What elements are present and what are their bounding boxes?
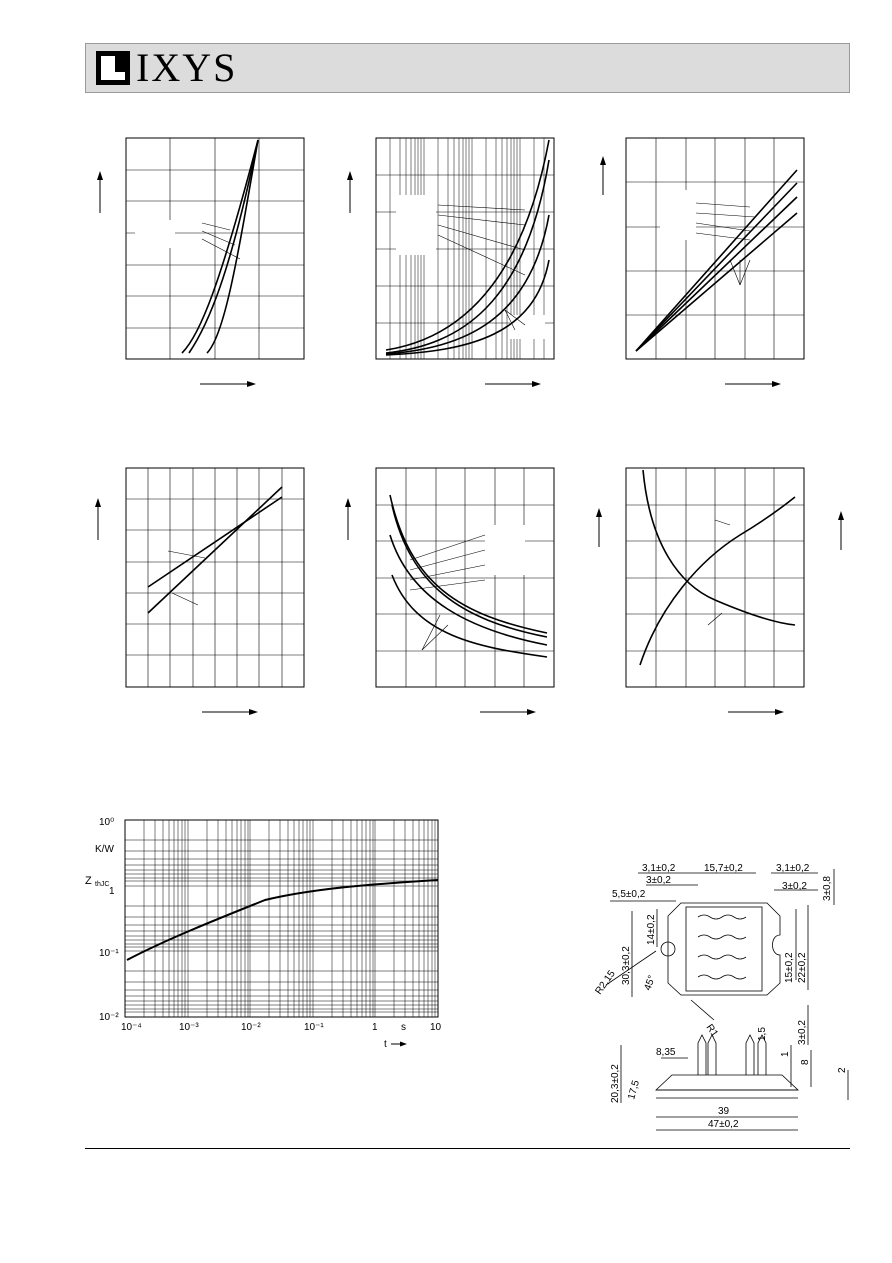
x-tick-0: 10⁻⁴ [121,1022,142,1033]
dim-d4: 3±0,2 [646,875,671,886]
dim-d23: 39 [718,1106,730,1117]
y-tick-2: 10⁻¹ [99,948,119,959]
chart-forward-characteristic [90,135,310,395]
dim-d5: 3±0,8 [822,876,833,901]
x-tick-6: 10 [430,1022,442,1033]
chart-surge-current-log [340,135,560,395]
y-tick-1: 1 [109,886,115,897]
dim-d8: 14±0,2 [646,914,657,945]
dim-d12: R2,15 [593,968,618,997]
y-unit: K/W [95,844,114,855]
company-logo [96,45,238,90]
logo-text: IXYS [136,45,238,90]
x-tick-4: 1 [372,1022,378,1033]
x-tick-5: s [401,1022,406,1033]
dim-d15: 3±0,2 [797,1020,808,1045]
y-tick-3: 10⁻² [99,1012,119,1023]
dim-d2: 15,7±0,2 [704,863,743,874]
logo-mark-icon [96,51,130,85]
x-label: t [384,1039,387,1050]
chart-transient-thermal-impedance [75,810,450,1060]
x-tick-1: 10⁻³ [179,1022,199,1033]
y-label: Z [85,875,92,887]
dim-d22: 17,5 [626,1079,642,1101]
chart-temperature-dependence [90,465,310,725]
x-tick-3: 10⁻¹ [304,1022,324,1033]
header-bar [85,43,850,93]
y-tick-0: 10⁰ [99,817,115,828]
dim-d14: R1 [703,1022,720,1040]
dim-d7: 3±0,2 [782,881,807,892]
dim-d13: 45° [642,974,658,993]
chart-i2t-characteristic [590,135,810,395]
dim-d9: 30,3±0,2 [621,946,632,985]
dim-d19: 1 [780,1051,791,1057]
dim-d10: 15±0,2 [784,952,795,983]
dim-d18: 20,3±0,2 [610,1064,621,1103]
dim-d1: 3,1±0,2 [642,863,676,874]
chart-rating-curves [590,465,860,725]
y-label-sub: thJC [95,881,110,888]
dim-d24: 47±0,2 [708,1119,739,1130]
dim-d6: 5,5±0,2 [612,889,646,900]
footer-rule [85,1148,850,1149]
package-outline-drawing [586,855,861,1145]
chart-power-dissipation [340,465,560,725]
dim-d17: 8,35 [656,1047,676,1058]
dim-d21: 2 [837,1067,848,1073]
dim-d20: 8 [800,1059,811,1065]
x-tick-2: 10⁻² [241,1022,261,1033]
dim-d11: 22±0,2 [797,952,808,983]
dim-d3: 3,1±0,2 [776,863,810,874]
dim-d16: 1,5 [757,1027,768,1041]
